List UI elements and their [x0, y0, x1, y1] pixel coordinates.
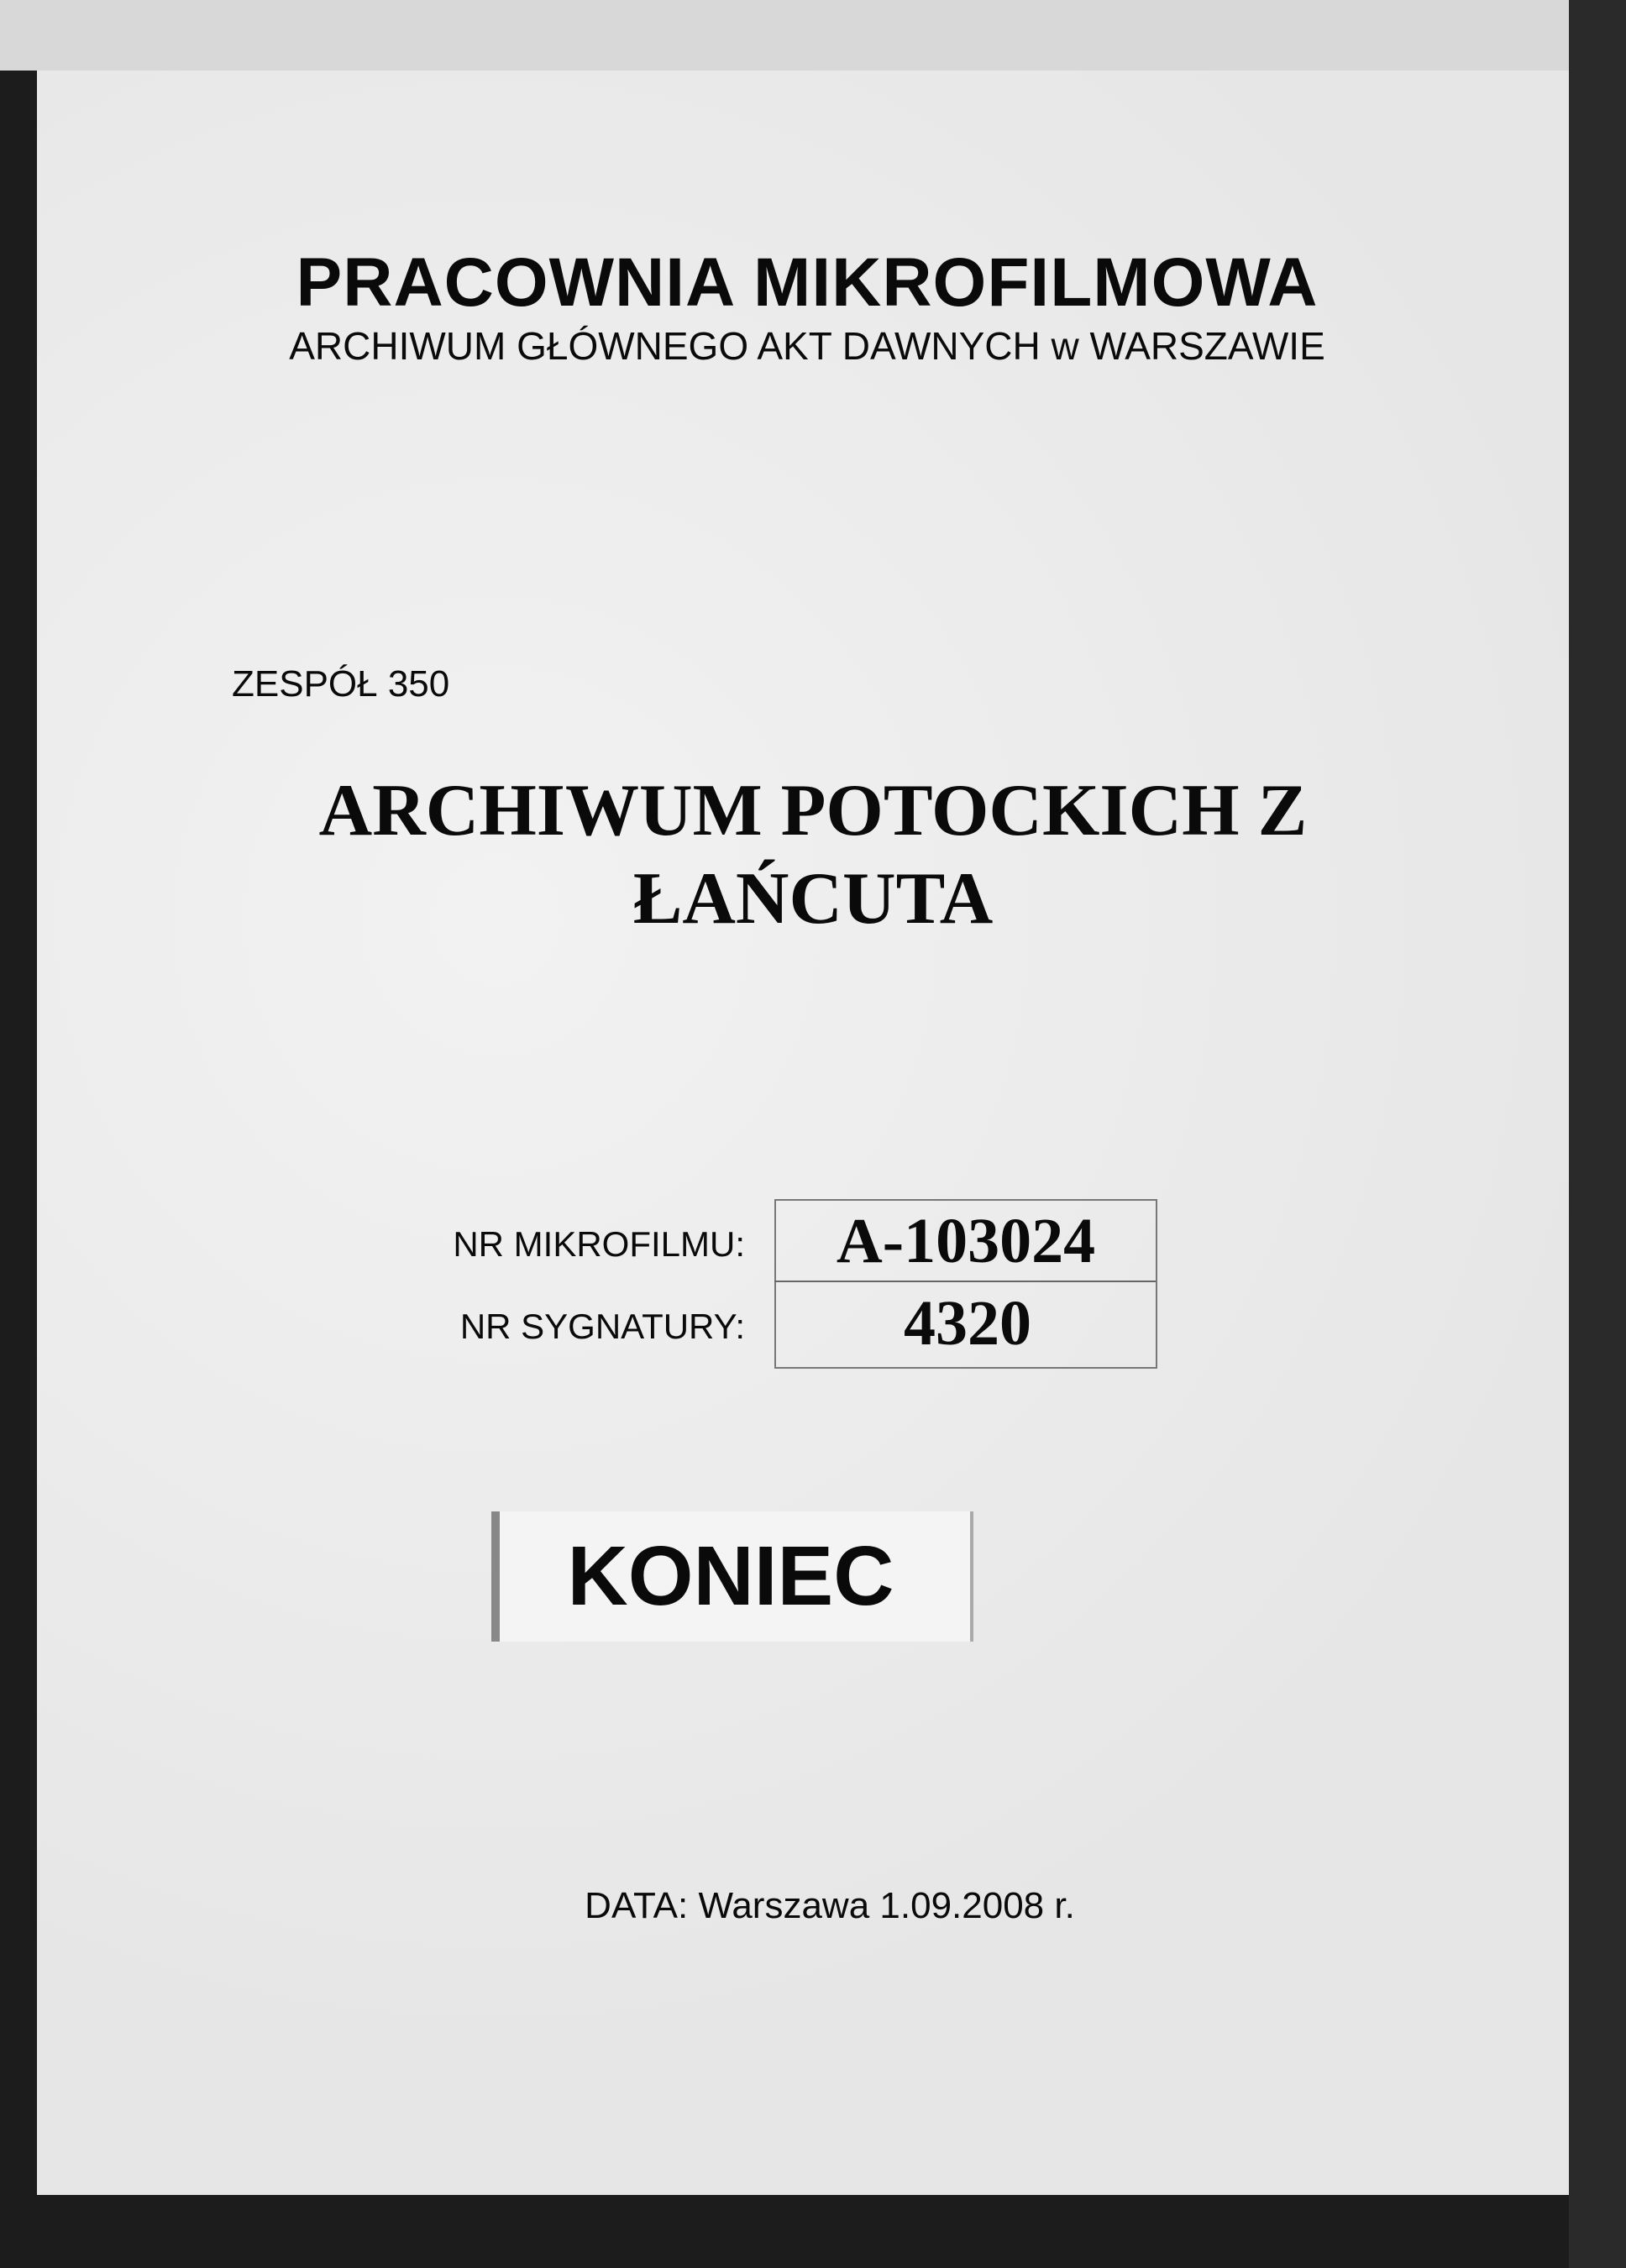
scan-top-edge [0, 0, 1626, 71]
end-label: KONIEC [567, 1529, 894, 1623]
date-line: DATA: Warszawa 1.09.2008 r. [585, 1885, 1075, 1926]
institution-subtitle: ARCHIWUM GŁÓWNEGO AKT DAWNYCH w WARSZAWIE [289, 324, 1325, 368]
fond-number: ZESPÓŁ 350 [232, 663, 450, 704]
institution-title: PRACOWNIA MIKROFILMOWA [296, 244, 1319, 321]
fond-name-line2: ŁAŃCUTA [632, 858, 994, 940]
signature-number-label: NR SYGNATURY: [459, 1307, 745, 1346]
numbers-divider [774, 1281, 1156, 1282]
document-sheet [37, 71, 1569, 2195]
microfilm-number-value: A-103024 [836, 1206, 1096, 1276]
fond-name-line1: ARCHIWUM POTOCKICH Z [318, 770, 1308, 851]
signature-number-value: 4320 [904, 1288, 1031, 1359]
scan-right-edge [1569, 0, 1626, 2268]
microfilm-number-label: NR MIKROFILMU: [453, 1224, 745, 1264]
